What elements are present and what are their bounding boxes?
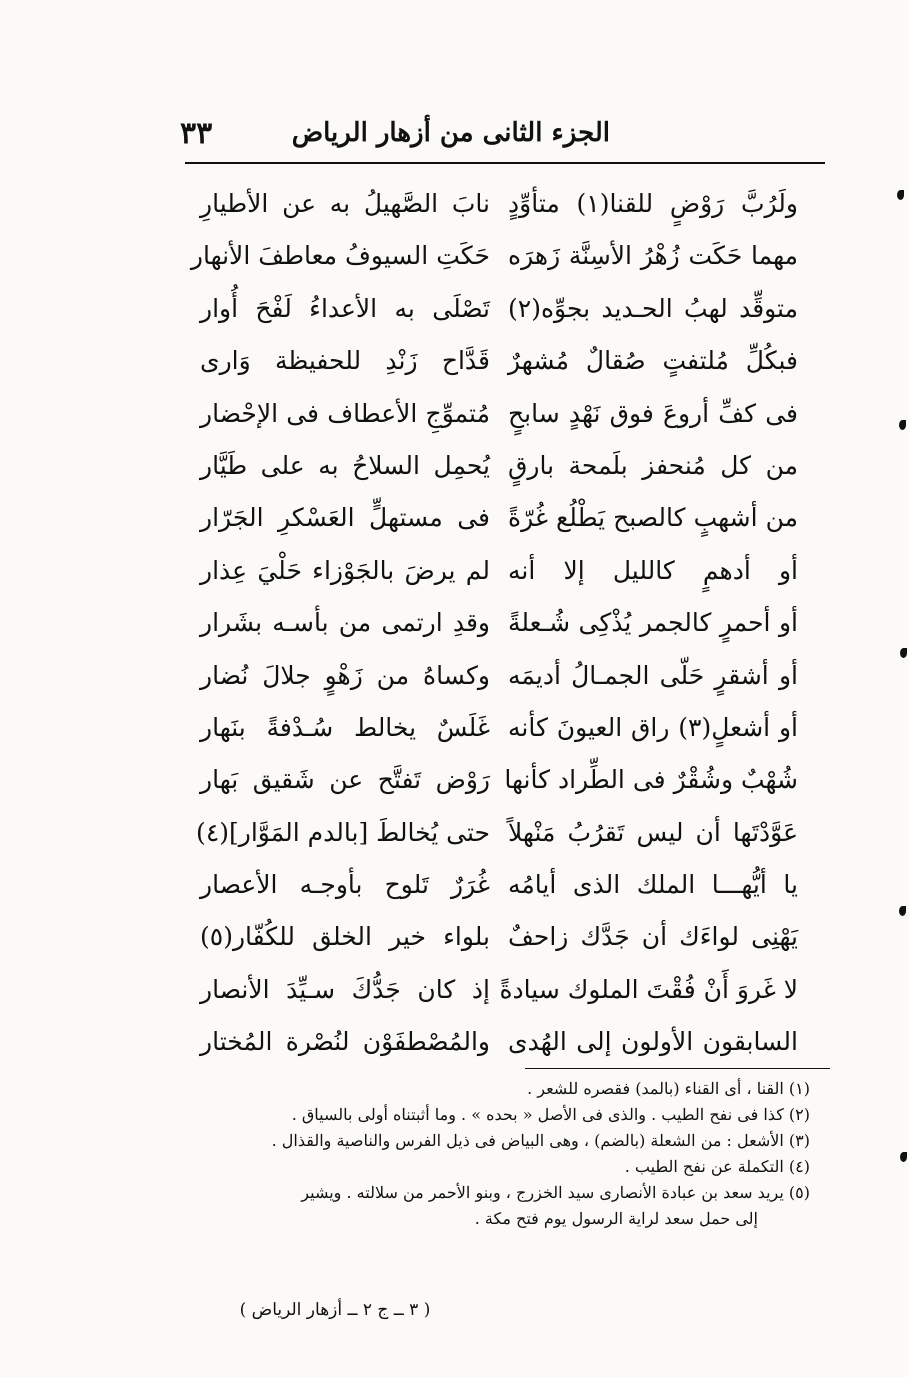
margin-mark — [900, 648, 907, 658]
footnote-text: كذا فى نفح الطيب . والذى فى الأصل « بحده » . وما أثبتناه أولى بالسياق . — [291, 1105, 784, 1124]
verse-second-hemistich: فى مستهلٍّ العَسْكرِ الجَرّار — [200, 503, 490, 533]
footnote-text: القنا ، أى القناء (بالمد) فقصره للشعر . — [527, 1079, 784, 1098]
footnote-text: يريد سعد بن عبادة الأنصارى سيد الخزرج ، وبنو الأحمر من سلالته . ويشير — [301, 1183, 784, 1202]
verse-line — [180, 807, 810, 859]
header-rule — [185, 162, 825, 164]
verse-first-hemistich: متوقِّد لهبُ الحـديد بجوِّه(٢) — [508, 293, 798, 323]
margin-mark — [897, 190, 904, 200]
footnote — [170, 1180, 810, 1206]
verse-first-hemistich: أو أشقرٍ حَلّى الجمـالُ أديمَه — [508, 660, 798, 690]
verse-first-hemistich: فبكُلِّ مُلتفتٍ صُقالٌ مُشهرٌ — [508, 346, 798, 376]
verse-line — [180, 178, 810, 230]
printer-signature: ( ٣ ــ ج ٢ ــ أزهار الرياض ) — [239, 1300, 431, 1320]
verse-first-hemistich: فى كفِّ أروعَ فوق نَهْدٍ سابحٍ — [508, 398, 798, 428]
verse-second-hemistich: غُرَرٌ تَلوح بأوجـه الأعصار — [200, 870, 490, 900]
verse-line — [180, 754, 810, 806]
verse-line — [180, 650, 810, 702]
verse-second-hemistich: والمُصْطفَوْن لنُصْرة المُختار — [200, 1027, 490, 1057]
poem — [180, 178, 810, 1069]
footnote-number: (٥) — [788, 1183, 810, 1202]
footnotes — [170, 1076, 810, 1232]
verse-second-hemistich: قَدَّاح زَنْدِ للحفيظة وَارى — [200, 346, 490, 376]
footnote-number: (٤) — [788, 1157, 810, 1176]
verse-first-hemistich: يَهْنِى لواءَك أن جَدَّك زاحفٌ — [508, 922, 798, 952]
footnote-text: التكملة عن نفح الطيب . — [624, 1157, 784, 1176]
verse-line — [180, 1016, 810, 1068]
footnote-number: (١) — [788, 1079, 810, 1098]
verse-first-hemistich: السابقون الأولون إلى الهُدى — [508, 1027, 798, 1057]
footnote-number: (٢) — [788, 1105, 810, 1124]
verse-line — [180, 440, 810, 492]
verse-second-hemistich: حَكَتِ السيوفُ معاطفَ الأنهار — [190, 241, 490, 271]
verse-line — [180, 283, 810, 335]
verse-second-hemistich: وقدِ ارتمى من بأسـه بشَرار — [200, 608, 490, 638]
page-number: ٣٣ — [180, 116, 213, 151]
margin-mark — [899, 906, 906, 916]
verse-line — [180, 545, 810, 597]
page-header — [180, 112, 830, 162]
verse-line — [180, 597, 810, 649]
verse-first-hemistich: أو أحمرٍ كالجمر يُذْكِى شُـعلةً — [508, 608, 798, 638]
verse-first-hemistich: شُهْبٌ وشُقْرٌ فى الطِّراد كأنها — [504, 765, 798, 795]
footnote-text: الأشعل : من الشعلة (بالضم) ، وهى البياض فى ذيل الفرس والناصية والقذال . — [271, 1131, 784, 1150]
footnote — [170, 1076, 810, 1102]
verse-line — [180, 964, 810, 1016]
verse-first-hemistich: عَوَّدْتَها أن ليس تَقرُبُ مَنْهلاً — [508, 817, 798, 847]
verse-second-hemistich: إذ كان جَدُّكَ سـيِّدَ الأنصار — [200, 974, 490, 1004]
verse-second-hemistich: حتى يُخالطَ [بالدم المَوَّار](٤) — [196, 817, 490, 847]
verse-line — [180, 859, 810, 911]
verse-first-hemistich: لا غَروَ أَنْ فُقْتَ الملوك سيادةً — [499, 974, 798, 1004]
verse-second-hemistich: بلواء خير الخلق للكُفّار(٥) — [200, 922, 490, 952]
verse-second-hemistich: تَصْلَى به الأعداءُ لَفْحَ أُوار — [200, 293, 490, 323]
verse-line — [180, 702, 810, 754]
verse-line — [180, 492, 810, 544]
margin-mark — [900, 1152, 907, 1162]
running-title: الجزء الثانى من أزهار الرياض — [291, 118, 610, 148]
footnote-continuation: إلى حمل سعد لراية الرسول يوم فتح مكة . — [474, 1209, 758, 1228]
verse-second-hemistich: يُحمِل السلاحُ به على طَيَّار — [200, 450, 490, 480]
verse-first-hemistich: ولَرُبَّ رَوْضٍ للقنا(١) متأوِّدٍ — [508, 189, 798, 218]
verse-second-hemistich: غَلَسٌ يخالط سُـدْفةً بنَهار — [200, 712, 490, 742]
verse-second-hemistich: رَوْض تَفتَّح عن شَقيق بَهار — [200, 765, 490, 795]
footnote — [170, 1102, 810, 1128]
footnote — [170, 1128, 810, 1154]
verse-first-hemistich: من أشهبٍ كالصبح يَطْلُع غُرّةً — [508, 503, 798, 533]
verse-line — [180, 230, 810, 282]
verse-second-hemistich: وكساهُ من زَهْوٍ جلالَ نُضار — [200, 660, 490, 690]
verse-line — [180, 335, 810, 387]
verse-second-hemistich: لم يرضَ بالجَوْزاء حَلْيَ عِذار — [200, 555, 490, 585]
footnote — [170, 1154, 810, 1180]
verse-line — [180, 388, 810, 440]
verse-first-hemistich: أو أشعلٍ(٣) راق العيونَ كأنه — [508, 712, 798, 742]
verse-second-hemistich: مُتموِّجِ الأعطاف فى الإحْضار — [200, 398, 490, 428]
verse-line — [180, 911, 810, 963]
footnote-number: (٣) — [788, 1131, 810, 1150]
verse-first-hemistich: من كل مُنحفز بلَمحة بارقٍ — [508, 450, 798, 480]
footnote-rule — [525, 1068, 830, 1069]
verse-first-hemistich: مهما حَكَت زُهْرُ الأسِنَّة زَهرَه — [508, 241, 798, 271]
verse-first-hemistich: أو أدهمٍ كالليل إلا أنه — [508, 555, 798, 585]
margin-mark — [899, 420, 906, 430]
verse-second-hemistich: نابَ الصَّهيلُ به عن الأطيارِ — [200, 189, 490, 218]
verse-first-hemistich: يا أيُّهـــا الملك الذى أيامُه — [508, 870, 798, 900]
